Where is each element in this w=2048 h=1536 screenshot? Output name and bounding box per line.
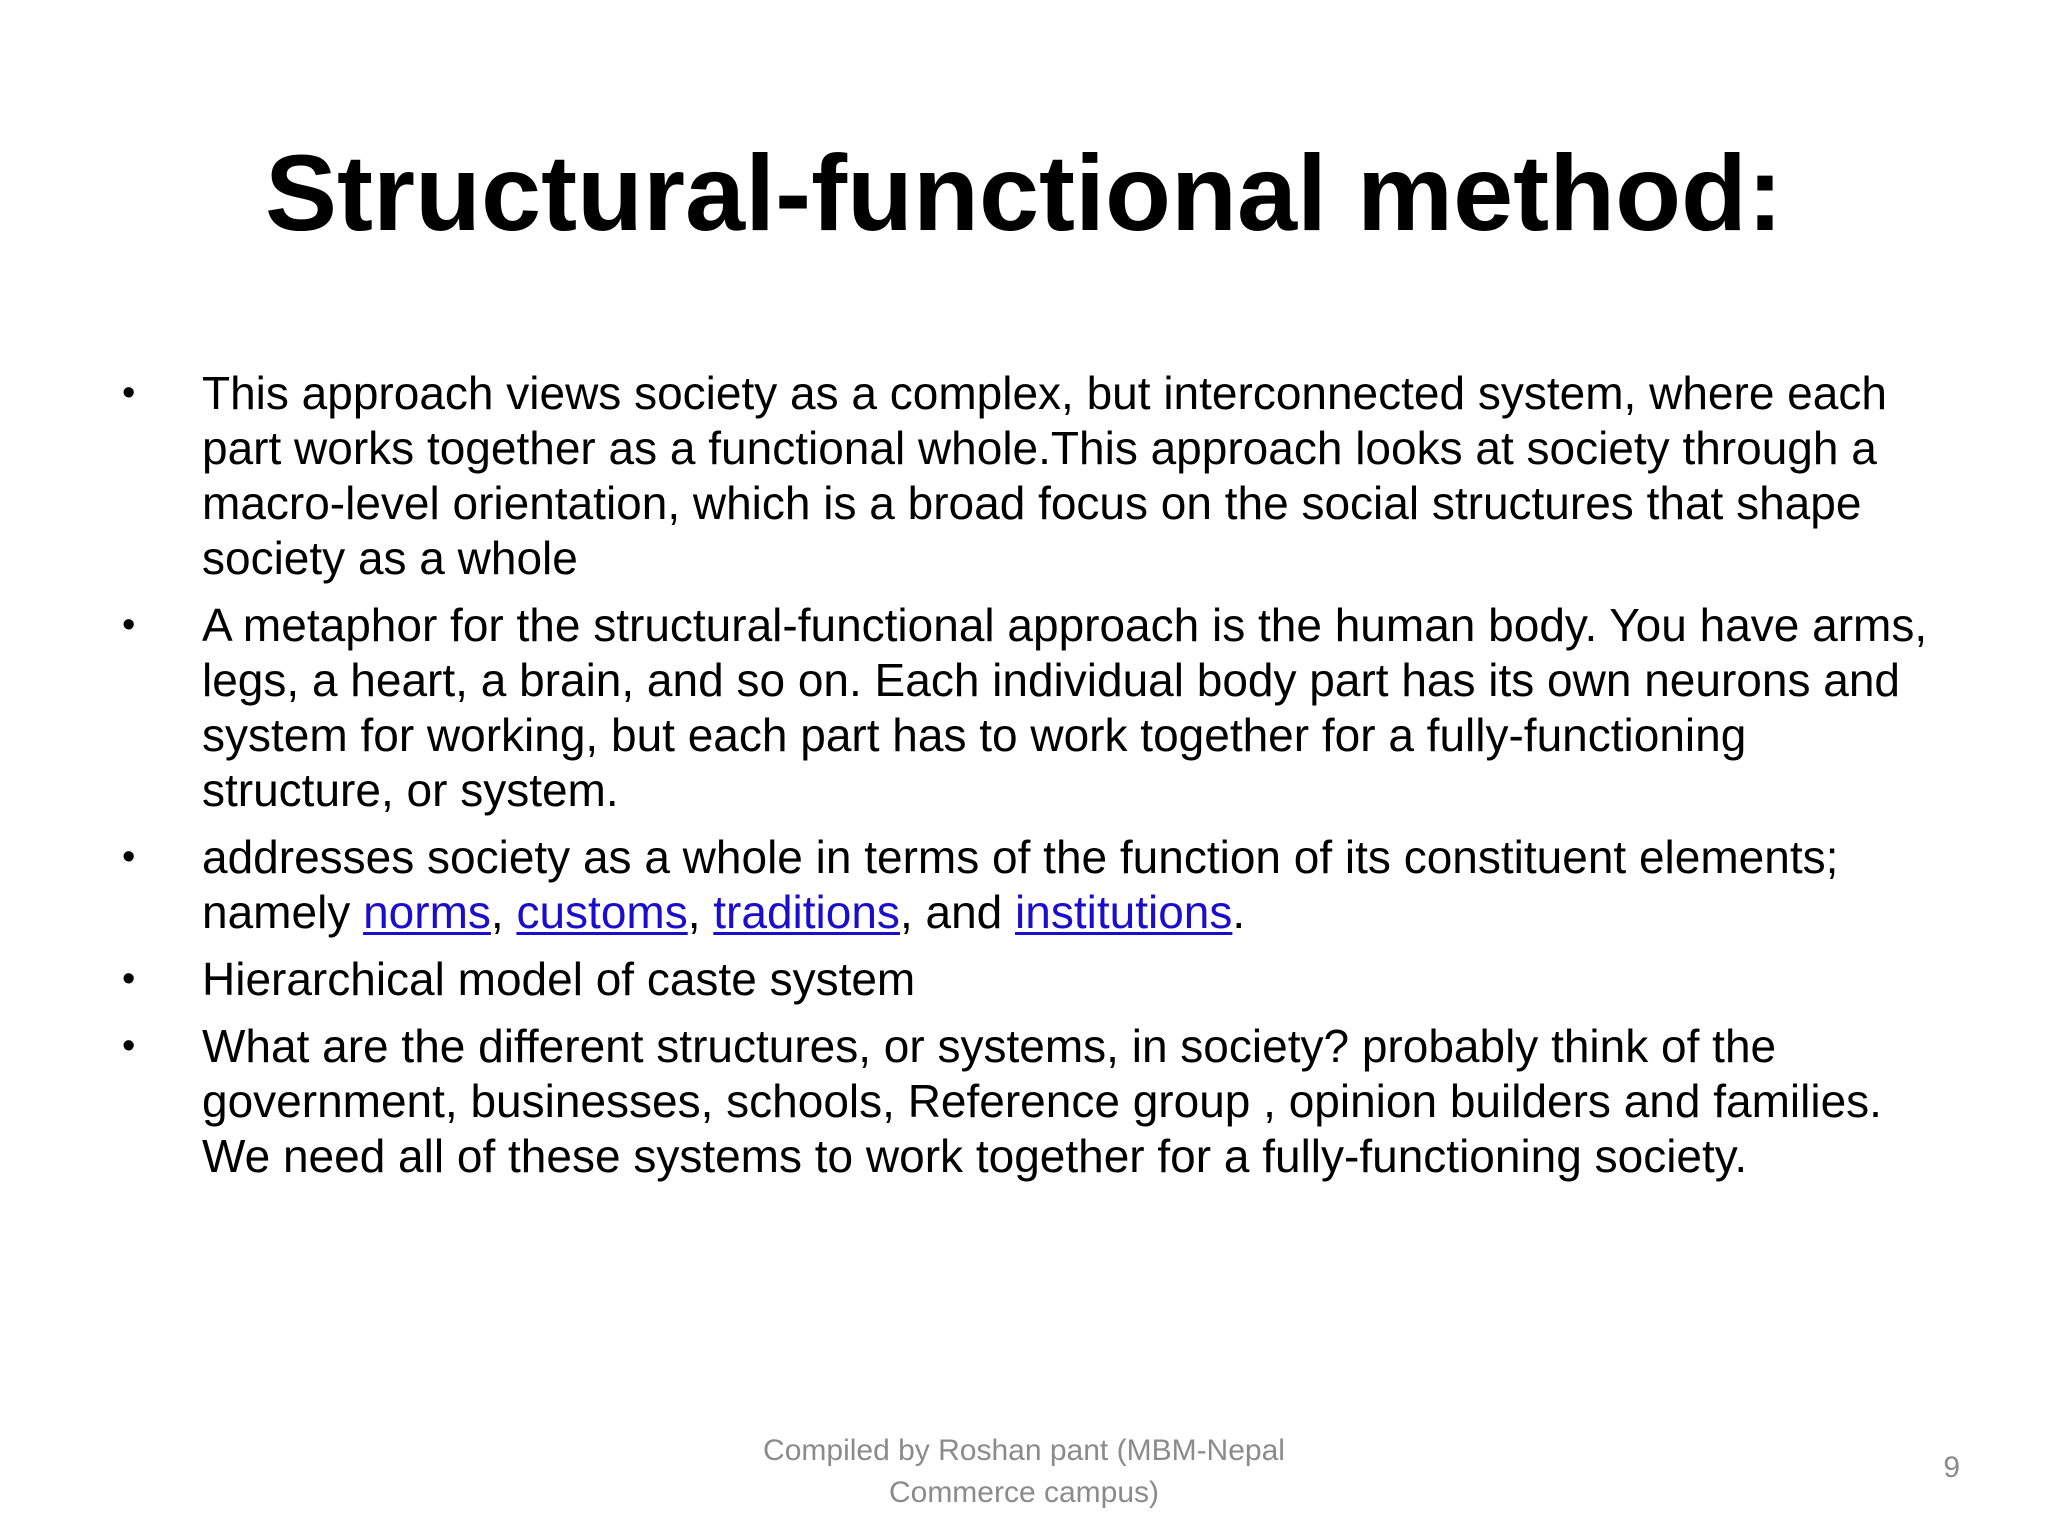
separator: , <box>687 886 714 938</box>
page-number: 9 <box>1943 1451 1960 1484</box>
bullet-icon: • <box>122 1025 136 1067</box>
footer-line-2: Commerce campus) <box>888 1476 1160 1509</box>
bullet-icon: • <box>122 372 136 414</box>
bullet-item-2 <box>120 598 1950 818</box>
bullet-text-prefix: addresses society as a whole in terms of the function of its constituent elements; namely <box>202 831 1839 938</box>
bullet-text: What are the different structures, or systems, in society? probably think of the government, businesses, schools, Reference group , opinion builders and families. We need all of these systems to work together for a fully-functioning society. <box>202 1020 1882 1182</box>
bullet-item-5 <box>120 1019 1950 1184</box>
bullet-list <box>120 366 1950 1196</box>
bullet-icon: • <box>122 958 136 1000</box>
bullet-text: This approach views society as a complex, but interconnected system, where each part works together as a functional whole.This approach looks at society through a macro-level orientation, which is a broad focus on the social structures that shape society as a whole <box>202 367 1887 584</box>
link-norms[interactable]: norms <box>363 886 491 938</box>
bullet-text-suffix: . <box>1232 886 1246 938</box>
bullet-text: A metaphor for the structural-functional approach is the human body. You have arms, legs, a heart, a brain, and so on. Each individual body part has its own neurons and system for working, but each part has to work together for a fully-functioning structure, or system. <box>202 599 1928 816</box>
footer-line-1: Compiled by Roshan pant (MBM-Nepal <box>763 1434 1285 1467</box>
separator: , <box>490 886 517 938</box>
bullet-item-1 <box>120 366 1950 586</box>
slide-footer <box>724 1430 1324 1514</box>
bullet-item-3 <box>120 830 1950 940</box>
bullet-text: Hierarchical model of caste system <box>202 953 916 1005</box>
bullet-icon: • <box>122 836 136 878</box>
bullet-item-4 <box>120 952 1950 1007</box>
separator: , and <box>899 886 1016 938</box>
link-traditions[interactable]: traditions <box>713 886 900 938</box>
slide-title: Structural-functional method: <box>265 132 1783 253</box>
link-institutions[interactable]: institutions <box>1015 886 1233 938</box>
bullet-icon: • <box>122 604 136 646</box>
link-customs[interactable]: customs <box>516 886 688 938</box>
